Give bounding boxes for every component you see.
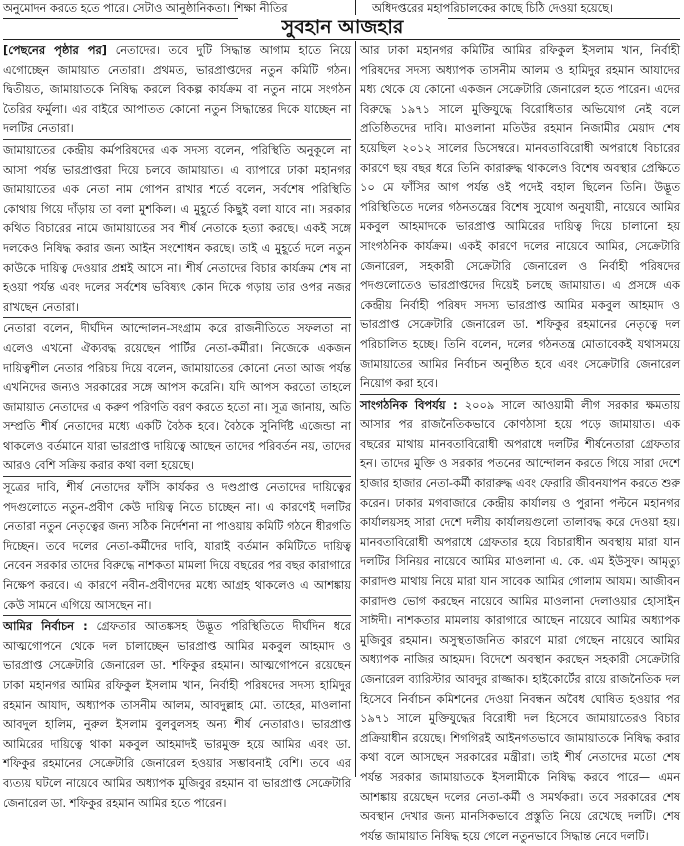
top-column-divider bbox=[355, 0, 356, 15]
paragraph-text: ২০০৯ সালে আওয়ামী লীগ সরকার ক্ষমতায় আসার পর রাজনৈতিকভাবে কোণঠাসা হয়ে পড়ে জামায়াত। এক বছরের মাথায় মানবতাবিরোধী অপরাধে দলটির শীর্ষনেতারা গ্রেফতার হন। তাদের মুক্তি ও সরকার পতনের আন্দোলন করতে গিয়ে সারা দেশে হাজার হাজার নেতা-কর্মী কারারুদ্ধ এবং ফেরারি জীবনযাপন করতে শুরু করেন। ঢাকার মগবাজারে কেন্দ্রীয় কার্যালয় ও পুরানা পল্টনে মহানগর কার্যালয়সহ সারা দেশে দলীয় কার্যালয়গুলো তালাবদ্ধ করে দেওয়া হয়। মানবতাবিরোধী অপরাধে গ্রেফতার হয়ে বিচারাধীন অবস্থায় মারা যান দলটির সিনিয়র নায়েবে আমির মাওলানা এ. কে. এম ইউসুফ। আমৃত্যু কারাদণ্ড মাথায় নিয়ে মারা যান সাবেক আমির গোলাম আযম। আজীবন কারাদণ্ড ভোগ করছেন নায়েবে আমির মাওলানা দেলাওয়ার হোসাইন সাঈদী। নাশকতার মামলায় কারাগারে আছেন নায়েবে আমির অধ্যাপক মুজিবুর রহমান। অসুস্থতাজনিত কারণে মারা গেছেন নায়েবে আমির অধ্যাপক নাজির আহমদ। বিদেশে অবস্থান করছেন সহকারী সেক্রেটারি জেনারেল ব্যারিস্টার আবদুর রাজ্জাক। হাইকোর্টের রায়ে রাজনৈতিক দল হিসেবে নির্বাচন কমিশনের দেওয়া নিবন্ধন অবৈধ ঘোষিত হওয়ার পর ১৯৭১ সালে মুক্তিযুদ্ধের বিরোধী দল হিসেবে জামায়াতেরও বিচার প্রক্রিয়াধীন রয়েছে। শিগগিরই আইনগতভাবে জামায়াতকে নিষিদ্ধ করার কথা বলে আসছেন সরকারের মন্ত্রীরা। তাই শীর্ষ নেতাদের মতো শেষ পর্যন্ত সরকার জামায়াতকে ইসলামীকে নিষিদ্ধ করবে পারে— এমন আশঙ্কায় রয়েছেন দলের নেতা-কর্মী ও সমর্থকরা। তবে সরকারের শেষ অবস্থান দেখার জন্য মানসিকভাবে প্রস্তুতি নিয়ে রেখেছে দলটি। শেষ পর্যন্ত জামায়াত নিষিদ্ধ হয়ে গেলে নতুনভাবে সিদ্ধান্ত নেবে দলটি। bbox=[360, 397, 680, 843]
section-subhead: সাংগঠনিক বিপর্যয় : bbox=[360, 397, 458, 412]
paragraph-text: নেতারা বলেন, দীর্ঘদিন আন্দোলন-সংগ্রাম করে রাজনীতিতে সফলতা না এলেও এখনো ঐক্যবদ্ধ রয়েছেন পার্টির নেতা-কর্মীরা। নিজেকে একজন দায়িত্বশীল নেতার পরিচয় দিয়ে বলেন, জামায়াতের কোনো নেতা আজ পর্যন্ত এখনিদের জন্যও সরকারের সঙ্গে আপস করেনি। যদি আপস করতো তাহলে জামায়াত নেতাদের এ করুণ পরিণতি বরণ করতে হতো না। সূত্র জানায়, অতি সম্প্রতি শীর্ষ নেতাদের মধ্যে একটি বৈঠক হবে। বৈঠকে সুনির্দিষ্ট এজেন্ডা না থাকলেও বর্তমানে যারা ভারপ্রাপ্ত দায়িত্বে আছেন তাদের পরিবর্তন নয়, তাদের আরও বেশি সক্রিয় করার কথা বলা হয়েছে। bbox=[3, 321, 351, 473]
article-paragraph bbox=[3, 317, 351, 476]
headline-rule-right bbox=[448, 18, 680, 19]
article-paragraph bbox=[3, 476, 351, 615]
article-column-left bbox=[3, 41, 351, 810]
paragraph-text: নেতাদের। তবে দুটি সিদ্ধান্ত আগাম হাতে নিয়ে এগোচ্ছেন জামায়াত নেতারা। প্রথমত, ভারপ্রাপ্তদের নতুন কমিটি গঠন। দ্বিতীয়ত, জামায়াতকে নিষিদ্ধ করলে বিকল্প কার্যক্রম বা নতুন নামে সংগঠন তৈরির ফর্মুলা। এর বাইরে আপাতত কোনো নতুন সিদ্ধান্তের দিকে যাচ্ছেন না দলটির নেতারা। bbox=[3, 43, 351, 136]
article-paragraph bbox=[3, 615, 351, 813]
article-column-right bbox=[360, 41, 680, 843]
column-divider bbox=[355, 41, 356, 777]
paragraph-text: গ্রেফতার আতঙ্কসহ উদ্ভূত পরিস্থিতিতে দীর্ঘদিন ধরে আত্মগোপনে থেকে দল চালাচ্ছেন ভারপ্রাপ্ত আমির মকবুল আহমাদ ও ভারপ্রাপ্ত সেক্রেটারি জেনারেল ডা. শফিকুর রহমান। আত্মগোপনে রয়েছেন ঢাকা মহানগর আমির রফিকুল ইসলাম খান, নির্বাহী পরিষদের সদস্য হামিদুর রহমান আযাদ, অধ্যাপক তাসনীম আলম, আবদুল্লাহ মো. তাহের, মাওলানা আবদুল হালিম, নুরুল ইসলাম বুলবুলসহ অন্য শীর্ষ নেতারাও। ভারপ্রাপ্ত আমিরের দায়িত্বে থাকা মকবুল আহমাদই ভারমুক্ত হয়ে আমির এবং ডা. শফিকুর রহমানের সেক্রেটারি জেনারেল হওয়ার সম্ভাবনাই বেশি। তবে এর ব্যত্যয় ঘটলে নায়েবে আমির অধ্যাপক মুজিবুর রহমান বা ভারপ্রাপ্ত সেক্রেটারি জেনারেল ডা. শফিকুর রহমান আমির হতে পারেন। bbox=[3, 619, 351, 810]
headline-underline bbox=[3, 39, 680, 40]
paragraph-text: আর ঢাকা মহানগর কমিটির আমির রফিকুল ইসলাম খান, নির্বাহী পরিষদের সদস্য অধ্যাপক তাসনীম আলম ও হামিদুর রহমান আযাদের মধ্য থেকে যে কোনো একজন সেক্রেটারি জেনারেল হতে পারেন। এদের বিরুদ্ধে ১৯৭১ সালে মুক্তিযুদ্ধে বিরোধিতার অভিযোগ নেই বলে প্রতিষ্ঠিতদের দাবি। মাওলানা মতিউর রহমান নিজামীর মেয়াদ শেষ হয়েছিল ২০১২ সালের ডিসেম্বরে। মানবতাবিরোধী অপরাধে বিচারের কারণে ছয় বছর ধরে তিনি কারারুদ্ধ থাকলেও বিশেষ অবস্থার প্রেক্ষিতে ১০ মে ফাঁসির আগ পর্যন্ত ওই পদেই বহাল ছিলেন তিনি। উদ্ভূত পরিস্থিতিতে দলের গঠনতন্ত্রের বিশেষ সুযোগ অনুযায়ী, নায়েবে আমির মকবুল আহমাদকে ভারপ্রাপ্ত আমিরের দায়িত্ব দিয়ে চালানো হয় সাংগঠনিক কার্যক্রম। একই কারণে দলের নায়েবে আমির, সেক্রেটারি জেনারেল, সহকারী সেক্রেটারি জেনারেল ও নির্বাহী পরিষদের পদগুলোতেও ভারপ্রাপ্তদের দিয়েই চলছে জামায়াত। এ প্রসঙ্গে এক কেন্দ্রীয় নির্বাহী পরিষদ সদস্য ভারপ্রাপ্ত আমির মকবুল আহমাদ ও ভারপ্রাপ্ত সেক্রেটারি জেনারেল ডা. শফিকুর রহমানের নেতৃত্বে দল পরিচালিত হচ্ছে। তিনি বলেন, দলের গঠনতন্ত্র মোতাবেকই যথাসময়ে জামায়াতের আমির নির্বাচন অনুষ্ঠিত হবে এবং সেক্রেটারি জেনারেল নিয়োগ করা হবে। bbox=[360, 43, 680, 391]
article-paragraph bbox=[360, 41, 680, 394]
headline-rule-left bbox=[3, 18, 238, 19]
paragraph-text: সূত্রের দাবি, শীর্ষ নেতাদের ফাঁসি কার্যকর ও দণ্ডপ্রাপ্ত নেতাদের দায়িত্বের পদগুলোতে নতুন-প্রবীণ কেউ দায়িত্ব নিতে চাচ্ছেন না। এ কারণেই দলটির নেতারা নতুন নেতৃত্বের জন্য সঠিক নির্দেশনা না পাওয়ায় কমিটি গঠনে ধীরগতি দিচ্ছেন। তবে দলের নেতা-কর্মীদের দাবি, যারাই বর্তমান কমিটিতে দায়িত্ব নেবেন সরকার তাদের বিরুদ্ধে নাশকতা মামলা দিয়ে বছরের পর বছর কারাগারে নিক্ষেপ করবে। এ কারণে নবীন-প্রবীণদের মধ্যে আগ্রহ থাকলেও এ আশঙ্কায় কেউ সামনে এগিয়ে আসছেন না। bbox=[3, 480, 351, 612]
byline: সুবহান আজহার bbox=[281, 16, 404, 38]
article-paragraph bbox=[3, 41, 351, 139]
paragraph-text: জামায়াতের কেন্দ্রীয় কর্মপরিষদের এক সদস্য বলেন, পরিস্থিতি অনুকূলে না আসা পর্যন্ত ভারপ্রাপ্তরা দিয়ে চলবে জামায়াত। এ ব্যাপারে ঢাকা মহানগর জামায়াতের এক নেতা নাম গোপন রাখার শর্তে বলেন, সর্বশেষ পরিস্থিতি কোথায় গিয়ে দাঁড়ায় তা বলা মুশকিল। এ মুহূর্তে কিছুই বলা যাবে না। সরকার কথিত বিচারের নামে জামায়াতের সব শীর্ষ নেতাকে হত্যা করছে। একই সঙ্গে দলকেও নিষিদ্ধ করার জন্য আইন সংশোধন করছে। তাই এ মুহূর্তে দলে নতুন কাউকে দায়িত্ব দেওয়ার প্রশ্নই আসে না। শীর্ষ নেতাদের বিচার কার্যক্রম শেষ না হওয়া পর্যন্ত এবং দলের সর্বশেষ ভবিষ্যৎ কোন দিকে গড়ায় তার ওপর নজর রাখছেন নেতারা। bbox=[3, 142, 351, 314]
article-paragraph bbox=[3, 139, 351, 317]
previous-article-tail-left: অনুমোদন করতে হতে পারে। সেটাও আনুষ্ঠানিকতা। শিক্ষা নীতির bbox=[3, 2, 288, 15]
section-subhead: [পেছনের পৃষ্ঠার পর] bbox=[3, 43, 107, 57]
previous-article-tail-right: অধিদপ্তরের মহাপরিচালকের কাছে চিঠি দেওয়া হয়েছে। bbox=[372, 2, 614, 15]
section-subhead: আমির নির্বাচন : bbox=[3, 619, 88, 634]
article-paragraph bbox=[360, 394, 680, 846]
